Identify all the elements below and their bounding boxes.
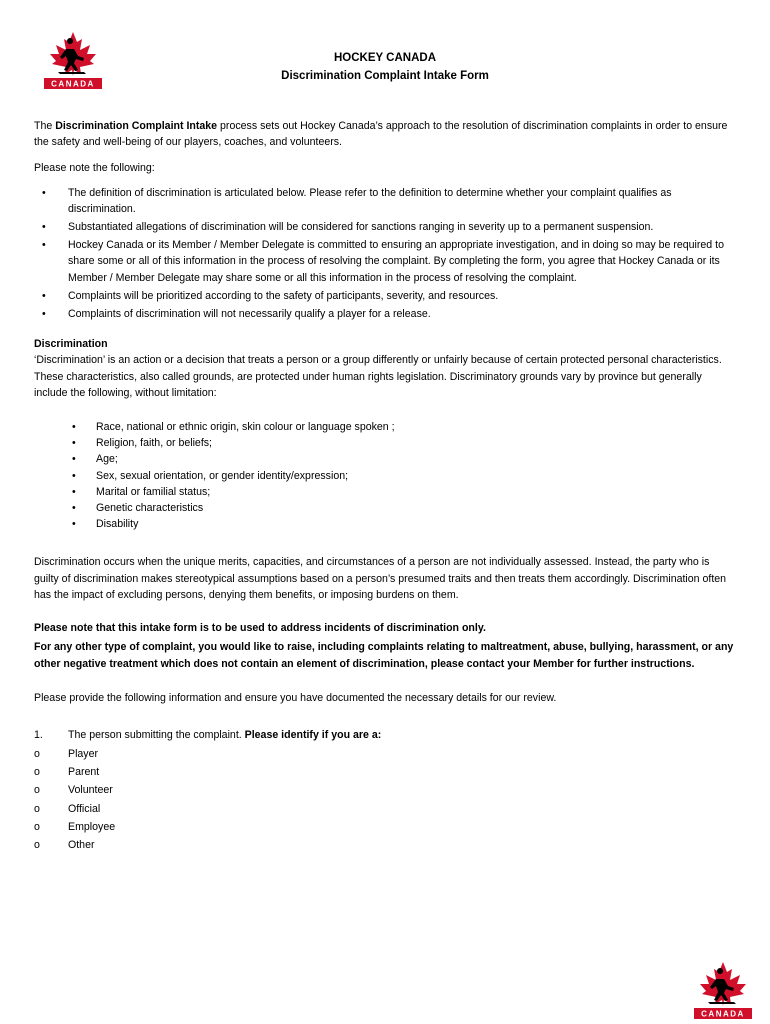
note-text: Substantiated allegations of discrimination will be considered for sanctions ranging in severity up to a permanent suspension. bbox=[68, 221, 654, 234]
ground-text: Sex, sexual orientation, or gender identity/expression; bbox=[96, 469, 349, 482]
list-item bbox=[34, 451, 734, 467]
intro-suffix: process sets out Hockey Canada’s approach to the resolution of discrimination complaints in order to ensure the safety and well-being of our players, coaches, and volunteers. bbox=[34, 120, 728, 149]
question-bold: Please identify if you are a: bbox=[244, 728, 382, 741]
option-label: Volunteer bbox=[68, 784, 113, 797]
bullet-icon: • bbox=[42, 308, 46, 321]
list-item bbox=[34, 288, 734, 304]
bullet-icon: • bbox=[72, 502, 76, 515]
ground-text: Marital or familial status; bbox=[96, 485, 211, 498]
list-item bbox=[34, 306, 734, 322]
list-item bbox=[34, 219, 734, 235]
notes-list bbox=[34, 185, 734, 323]
option-label: Parent bbox=[68, 766, 100, 779]
option-parent[interactable] bbox=[34, 763, 734, 781]
circle-bullet-icon: o bbox=[34, 747, 40, 760]
bullet-icon: • bbox=[72, 518, 76, 531]
intro-paragraph bbox=[34, 118, 734, 150]
option-other[interactable] bbox=[34, 836, 734, 854]
scope-warning bbox=[34, 620, 734, 672]
bullet-icon: • bbox=[72, 421, 76, 434]
circle-bullet-icon: o bbox=[34, 821, 40, 834]
note-text: Hockey Canada or its Member / Member Delegate is committed to ensuring an appropriate investigation, and in doing so may be required to share some or all of this information in the process of resolving the complaint. By completing the form, you agree that Hockey Canada or its Member / Member Delegate may share some or all this information in the process of resolving the complaint. bbox=[68, 239, 724, 284]
note-text: Complaints will be prioritized according to the safety of participants, severity, and resources. bbox=[68, 289, 499, 302]
list-item bbox=[34, 237, 734, 286]
bullet-icon: • bbox=[72, 469, 76, 482]
option-employee[interactable] bbox=[34, 818, 734, 836]
bullet-icon: • bbox=[72, 437, 76, 450]
list-item bbox=[34, 500, 734, 516]
ground-text: Age; bbox=[96, 453, 118, 466]
warning-line-1: Please note that this intake form is to be used to address incidents of discrimination only. bbox=[34, 622, 486, 635]
option-label: Player bbox=[68, 747, 99, 760]
bullet-icon: • bbox=[42, 289, 46, 302]
provide-instructions: Please provide the following information and ensure you have documented the necessary details for our review. bbox=[34, 692, 557, 705]
ground-text: Religion, faith, or beliefs; bbox=[96, 437, 213, 450]
grounds-list bbox=[34, 419, 734, 532]
bullet-icon: • bbox=[72, 485, 76, 498]
intro-prefix: The bbox=[34, 120, 56, 132]
option-label: Official bbox=[68, 802, 101, 815]
bullet-icon: • bbox=[72, 453, 76, 466]
list-item bbox=[34, 484, 734, 500]
option-volunteer[interactable] bbox=[34, 781, 734, 799]
submitter-options bbox=[34, 745, 734, 855]
warning-line-2: For any other type of complaint, you would like to raise, including complaints relating to maltreatment, abuse, bullying, harassment, or any other negative treatment which does not contain an element of discrimination, please contact your Member for further instructions. bbox=[34, 640, 734, 670]
document-header bbox=[190, 49, 580, 85]
note-heading: Please note the following: bbox=[34, 162, 155, 175]
discrimination-heading: Discrimination bbox=[34, 338, 108, 351]
list-item bbox=[34, 185, 734, 217]
option-player[interactable] bbox=[34, 745, 734, 763]
list-item bbox=[34, 516, 734, 532]
list-item bbox=[34, 419, 734, 435]
note-text: Complaints of discrimination will not necessarily qualify a player for a release. bbox=[68, 308, 431, 321]
option-label: Employee bbox=[68, 821, 116, 834]
question-text: The person submitting the complaint. bbox=[68, 728, 245, 741]
document-body bbox=[34, 118, 734, 855]
option-official[interactable] bbox=[34, 800, 734, 818]
intro-bold: Discrimination Complaint Intake bbox=[55, 120, 218, 132]
circle-bullet-icon: o bbox=[34, 784, 40, 797]
org-title: HOCKEY CANADA bbox=[333, 52, 437, 64]
list-item bbox=[34, 468, 734, 484]
circle-bullet-icon: o bbox=[34, 766, 40, 779]
note-text: The definition of discrimination is articulated below. Please refer to the definition to determine whether your complaint qualifies as discrimination. bbox=[68, 186, 672, 215]
form-title: Discrimination Complaint Intake Form bbox=[281, 70, 489, 82]
ground-text: Race, national or ethnic origin, skin colour or language spoken ; bbox=[96, 421, 395, 434]
bullet-icon: • bbox=[42, 221, 46, 234]
bullet-icon: • bbox=[42, 239, 46, 252]
question-1 bbox=[34, 727, 734, 743]
discrimination-definition: ‘Discrimination’ is an action or a decision that treats a person or a group differently or unfairly because of certain protected personal characteristics. These characteristics, also called grounds, are protected under human rights legislation. Discriminatory grounds vary by province but generally include the following, without limitation: bbox=[34, 354, 722, 399]
hockey-canada-logo bbox=[40, 30, 106, 90]
list-item bbox=[34, 435, 734, 451]
ground-text: Genetic characteristics bbox=[96, 502, 204, 515]
discrimination-explanation: Discrimination occurs when the unique merits, capacities, and circumstances of a person are not individually assessed. Instead, the party who is guilty of discrimination makes stereotypical assumptions based on a person’s presumed traits and then treats them accordingly. Discrimination often has the impact of excluding persons, denying them benefits, or imposing burdens on them. bbox=[34, 556, 727, 601]
bullet-icon: • bbox=[42, 186, 46, 199]
circle-bullet-icon: o bbox=[34, 839, 40, 852]
logo-text: CANADA bbox=[701, 1009, 745, 1019]
ground-text: Disability bbox=[96, 518, 139, 531]
option-label: Other bbox=[68, 839, 95, 852]
hockey-canada-logo-footer bbox=[690, 960, 756, 1020]
logo-text: CANADA bbox=[51, 79, 95, 89]
question-number: 1. bbox=[34, 728, 43, 741]
circle-bullet-icon: o bbox=[34, 802, 40, 815]
